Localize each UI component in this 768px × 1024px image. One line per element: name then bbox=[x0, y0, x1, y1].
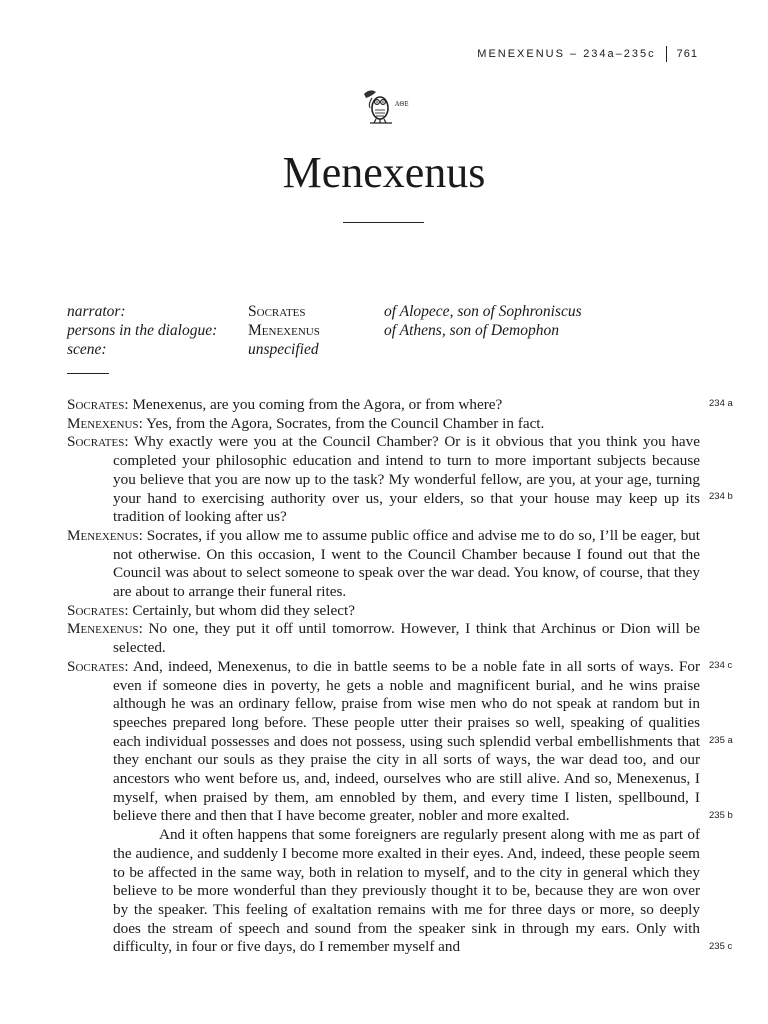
speaker-name: Menexenus bbox=[67, 526, 139, 544]
speech-text: And, indeed, Menexenus, to die in battle seems to be a noble fate in all sorts of ways. For even if someone dies in poverty, he gets a noble and magnificent burial, and he wins praise although he was an ordinary fellow, praise from wise men who do not speak at random but in speeches prepared long before. These people utter their praises so well, speaking of qualities each individual possesses and does not possess, using such splendid verbal embellishments that they enchant our souls as they praise the city in all sorts of ways, the war dead too, and our ancestors who went before us, and, indeed, ourselves who are still alive. And so, Menexenus, I myself, when praised by them, am ennobled by them, and every time I listen, spellbound, I believe there and then that I have become greater, nobler and more exalted. bbox=[113, 657, 701, 825]
speaker-name: Menexenus bbox=[67, 414, 139, 432]
speaker-name: Socrates bbox=[67, 396, 125, 413]
speech: Socrates: And, indeed, Menexenus, to die in battle seems to be a noble fate in all sorts of ways. For even if someone dies in poverty, he gets a noble and magnificent burial, and he wins praise although he was an ordinary fellow, praise from wise men who do not speak at random but in speeches prepared long before. These people utter their praises so well, speaking of qualities each individual possesses and does not possess, using such splendid verbal embellishments that they enchant our souls as they praise the city in all sorts of ways, the war dead too, and our ancestors who went before us, and, indeed, ourselves who are still alive. And so, Menexenus, I myself, when praised by them, am ennobled by them, and every time I listen, spellbound, I believe there and then that I have become greater, nobler and more exalted. bbox=[67, 657, 701, 825]
cast-role: persons in the dialogue: bbox=[67, 322, 218, 339]
speech-text: Yes, from the Agora, Socrates, from the Council Chamber in fact. bbox=[146, 414, 545, 432]
speech: Socrates: Menexenus, are you coming from the Agora, or from where? bbox=[67, 396, 503, 413]
cast-role: narrator: bbox=[67, 303, 126, 320]
cast-origin: of Alopece, son of Sophroniscus bbox=[384, 303, 582, 320]
stephanus-ref: 235 b bbox=[709, 810, 733, 821]
page-title: Menexenus bbox=[282, 148, 486, 197]
speaker-name: Socrates bbox=[67, 433, 125, 451]
cast-origin: of Athens, son of Demophon bbox=[384, 322, 559, 339]
speech-text: No one, they put it off until tomorrow. However, I think that Archinus or Dion will be selected. bbox=[113, 620, 700, 657]
speech: Socrates: Certainly, but whom did they select? bbox=[67, 601, 355, 619]
stephanus-ref: 234 a bbox=[709, 398, 733, 409]
owl-lettering: ΑΘΕ bbox=[395, 101, 409, 108]
stephanus-ref: 234 c bbox=[709, 660, 733, 671]
speaker-name: Socrates bbox=[67, 657, 125, 675]
running-title: MENEXENUS – 234a–235c bbox=[477, 48, 656, 60]
cast-rule bbox=[67, 373, 109, 374]
speech: Socrates: Why exactly were you at the Council Chamber? Or is it obvious that you think you have completed your philosophic education and intend to turn to more important subjects because you believe that you are now up to the task? My wonderful fellow, are you, at your age, turning your hand to exercising authority over us, your elders, so that your house may keep up its tradition of looking after us? bbox=[67, 433, 700, 526]
owl-icon bbox=[362, 86, 409, 126]
page-number: 761 bbox=[676, 48, 698, 60]
speaker-name: Menexenus bbox=[67, 620, 139, 638]
speech-text: Menexenus, are you coming from the Agora, or from where? bbox=[132, 396, 503, 413]
stephanus-ref: 235 c bbox=[709, 941, 733, 952]
header-divider bbox=[666, 46, 667, 62]
title-rule bbox=[343, 222, 424, 223]
cast-role: scene: bbox=[67, 341, 107, 358]
stephanus-ref: 235 a bbox=[709, 735, 733, 746]
speech: Menexenus: Yes, from the Agora, Socrates, from the Council Chamber in fact. bbox=[67, 414, 545, 432]
cast-name: unspecified bbox=[248, 341, 319, 358]
speech-text: Socrates, if you allow me to assume public office and advise me to do so, I’ll be eager, but not otherwise. On this occasion, I went to the Council Chamber because I found out that the Council was about to select someone to speak over the war dead. You know, of course, that they are about to arrange their funeral rites. bbox=[113, 526, 700, 601]
speech-text: Why exactly were you at the Council Chamber? Or is it obvious that you think you have completed your philosophic education and intend to turn to more important subjects because you believe that you are now up to the task? My wonderful fellow, are you, at your age, turning your hand to exercising authority over us, your elders, so that your house may keep up its tradition of looking after us? bbox=[113, 433, 700, 526]
speech: Menexenus: No one, they put it off until tomorrow. However, I think that Archinus or Dion will be selected. bbox=[67, 620, 700, 657]
continuation-paragraph: And it often happens that some foreigners are regularly present along with me as part of the audience, and suddenly I become more exalted in their eyes. And, indeed, these people seem to be affected in the same way, both in relation to myself, and to the city in general which they believe to be more wonderful than they previously thought it to be, because they are won over by the speaker. This feeling of exaltation remains with me for three days or more, so deeply does the stream of speech and sound from the speaker sink in through my ears. Only with difficulty, in four or five days, do I remember myself and bbox=[113, 826, 700, 956]
speech: Menexenus: Socrates, if you allow me to assume public office and advise me to do so, I’ll be eager, but not otherwise. On this occasion, I went to the Council Chamber because I found out that the Council was about to select someone to speak over the war dead. You know, of course, that they are about to arrange their funeral rites. bbox=[67, 526, 700, 601]
speech-text: Certainly, but whom did they select? bbox=[132, 601, 355, 619]
speaker-name: Socrates bbox=[67, 601, 125, 619]
running-header bbox=[477, 46, 698, 62]
dialogue-text bbox=[67, 396, 700, 957]
stephanus-ref: 234 b bbox=[709, 491, 733, 502]
cast-name: Socrates bbox=[248, 303, 306, 320]
cast-name: Menexenus bbox=[248, 322, 320, 339]
